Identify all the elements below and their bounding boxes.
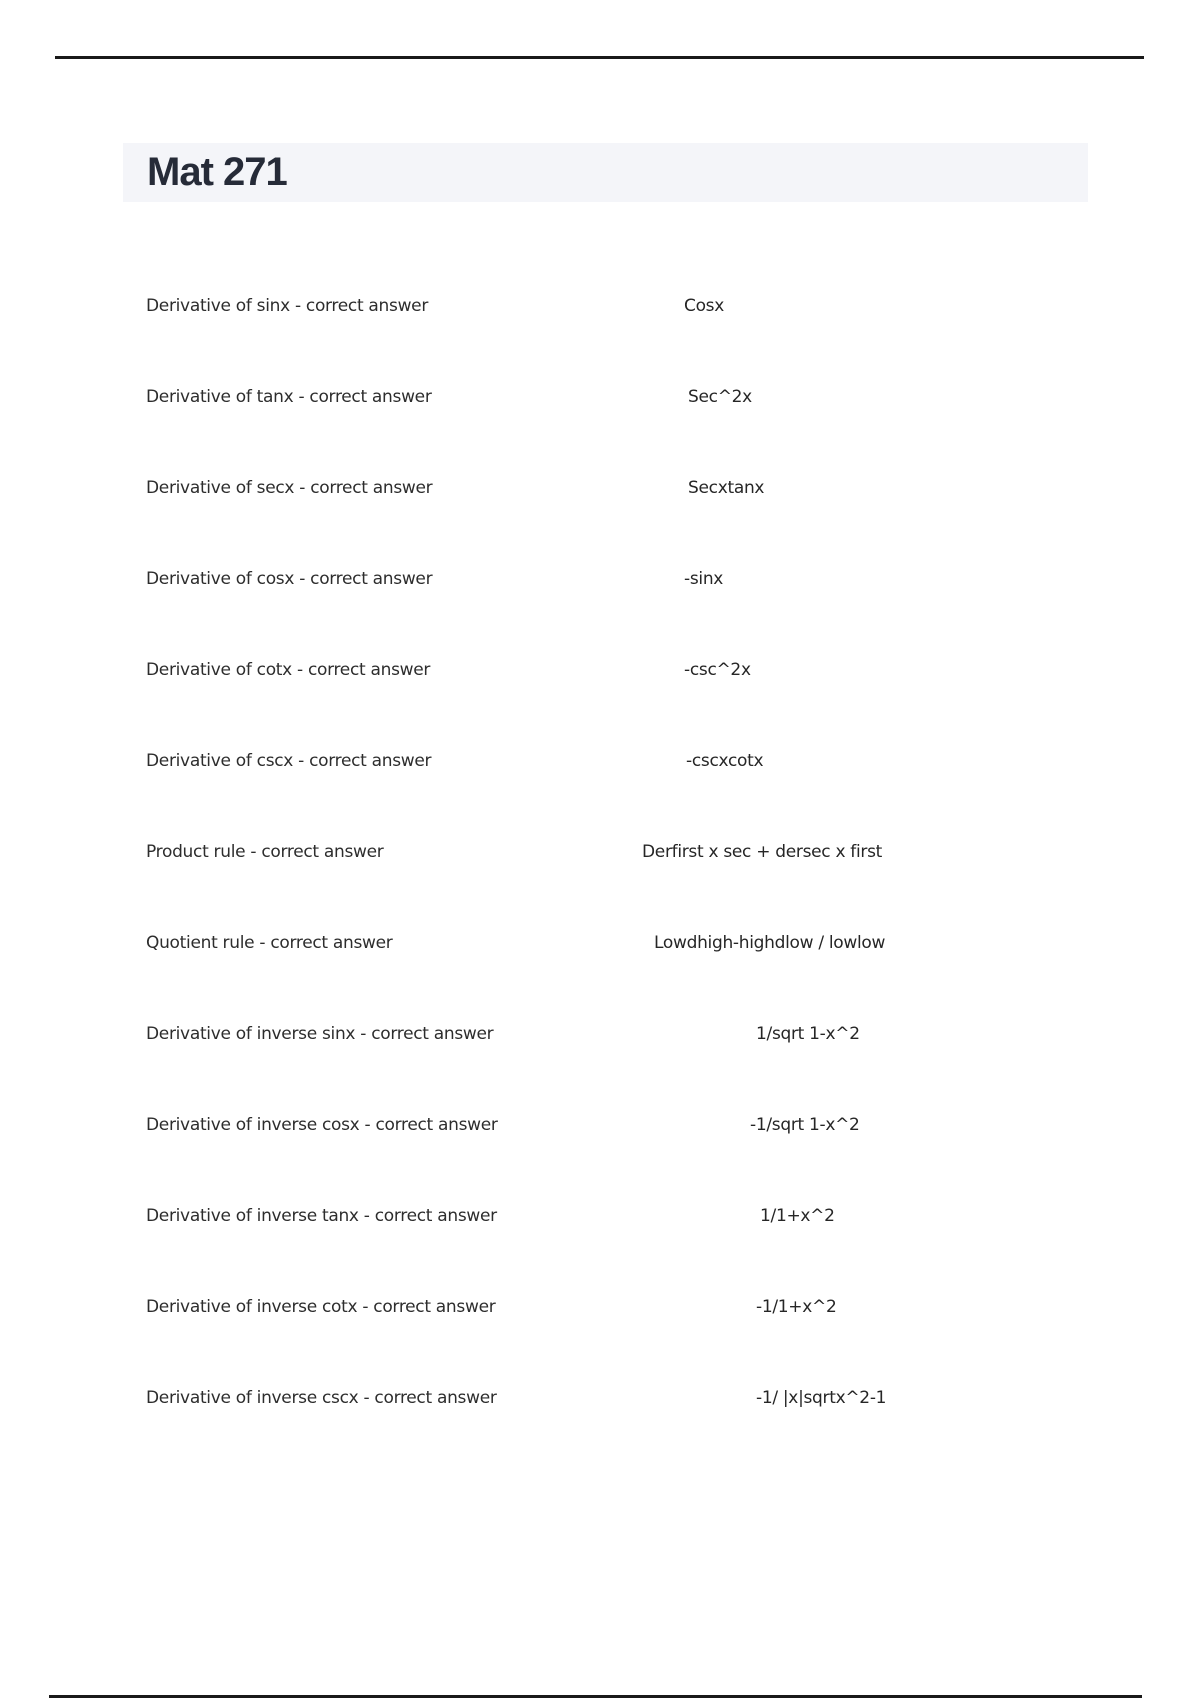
answer-text: -1/ |x|sqrtx^2-1 — [756, 1387, 887, 1408]
qa-row — [0, 715, 1200, 806]
qa-row — [0, 442, 1200, 533]
question-text: Product rule - correct answer — [146, 841, 384, 862]
answer-text: 1/1+x^2 — [760, 1205, 835, 1226]
qa-row — [0, 260, 1200, 351]
page-title: Mat 271 — [147, 150, 287, 194]
qa-row — [0, 1079, 1200, 1170]
question-text: Derivative of inverse cscx - correct answer — [146, 1387, 497, 1408]
question-text: Quotient rule - correct answer — [146, 932, 393, 953]
answer-text: Cosx — [684, 295, 724, 316]
question-text: Derivative of cotx - correct answer — [146, 659, 431, 680]
question-text: Derivative of inverse sinx - correct answer — [146, 1023, 494, 1044]
answer-text: Secxtanx — [688, 477, 765, 498]
question-text: Derivative of sinx - correct answer — [146, 295, 429, 316]
qa-row — [0, 1261, 1200, 1352]
answer-text: -sinx — [684, 568, 724, 589]
answer-text: Lowdhigh-highdlow / lowlow — [654, 932, 886, 953]
question-text: Derivative of cscx - correct answer — [146, 750, 432, 771]
page-title-block — [123, 143, 1088, 202]
qa-row — [0, 897, 1200, 988]
qa-row — [0, 624, 1200, 715]
qa-row — [0, 1170, 1200, 1261]
answer-text: Derfirst x sec + dersec x first — [642, 841, 883, 862]
question-text: Derivative of secx - correct answer — [146, 477, 433, 498]
qa-list — [0, 260, 1200, 1443]
question-text: Derivative of inverse cotx - correct answer — [146, 1296, 496, 1317]
qa-row — [0, 351, 1200, 442]
answer-text: Sec^2x — [688, 386, 752, 407]
answer-text: 1/sqrt 1-x^2 — [756, 1023, 860, 1044]
answer-text: -csc^2x — [684, 659, 751, 680]
qa-row — [0, 806, 1200, 897]
answer-text: -1/1+x^2 — [756, 1296, 837, 1317]
question-text: Derivative of tanx - correct answer — [146, 386, 432, 407]
question-text: Derivative of inverse tanx - correct answer — [146, 1205, 497, 1226]
question-text: Derivative of cosx - correct answer — [146, 568, 433, 589]
qa-row — [0, 1352, 1200, 1443]
top-divider — [55, 56, 1144, 59]
question-text: Derivative of inverse cosx - correct answer — [146, 1114, 498, 1135]
answer-text: -1/sqrt 1-x^2 — [750, 1114, 860, 1135]
bottom-divider — [49, 1695, 1142, 1698]
qa-row — [0, 533, 1200, 624]
qa-row — [0, 988, 1200, 1079]
answer-text: -cscxcotx — [686, 750, 764, 771]
